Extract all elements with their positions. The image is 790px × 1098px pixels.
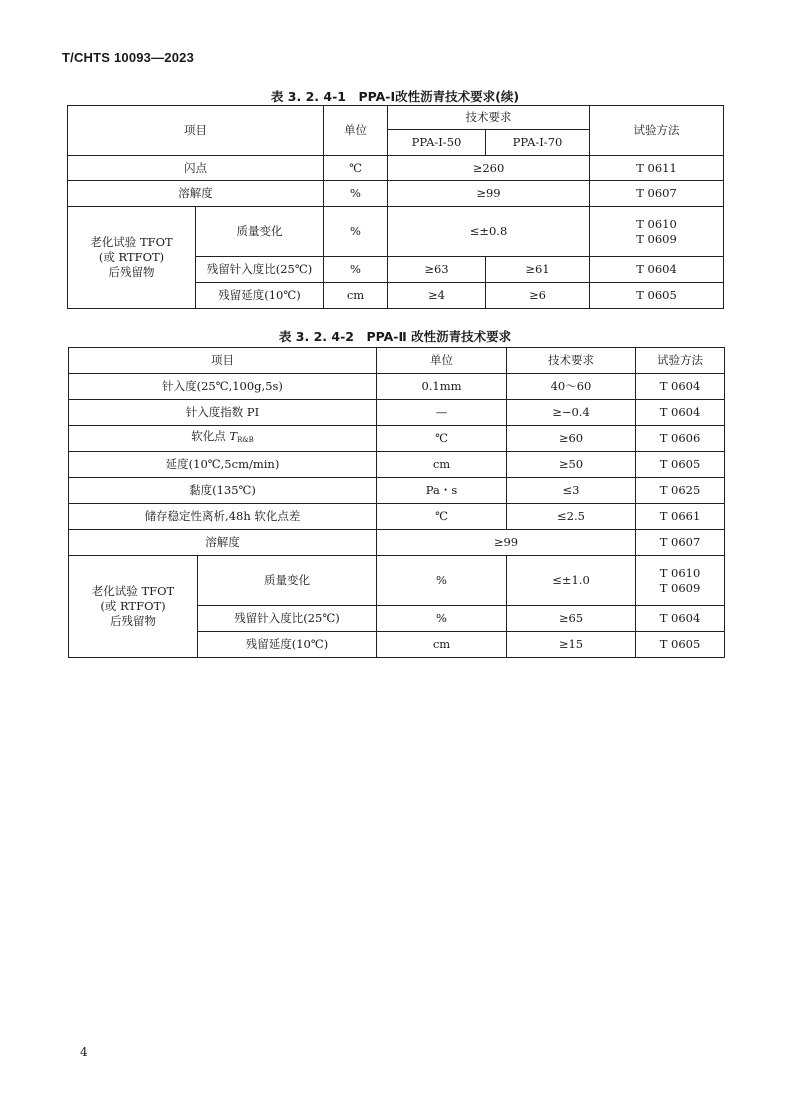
t2-method: T 0605 bbox=[636, 452, 725, 478]
t2-duct-item: 残留延度(10℃) bbox=[198, 632, 377, 658]
t2-mass-req: ≤±1.0 bbox=[507, 556, 636, 606]
table-row bbox=[69, 530, 725, 556]
t1-mass-unit: % bbox=[324, 207, 388, 257]
t1-duct-req2: ≥6 bbox=[486, 283, 590, 309]
t1-flash-item: 闪点 bbox=[68, 156, 324, 181]
table-ppa2-requirements bbox=[68, 347, 725, 658]
t1-head-tech: 技术要求 bbox=[388, 106, 590, 130]
page-number: 4 bbox=[80, 1045, 88, 1059]
t2-duct-unit: cm bbox=[377, 632, 507, 658]
t1-penratio-item: 残留针入度比(25℃) bbox=[196, 257, 324, 283]
t1-penratio-req1: ≥63 bbox=[388, 257, 486, 283]
t1-head-method: 试验方法 bbox=[590, 106, 724, 156]
t2-item: 针入度指数 PI bbox=[69, 400, 377, 426]
t2-req: ≤2.5 bbox=[507, 504, 636, 530]
t1-flash-req: ≥260 bbox=[388, 156, 590, 181]
t2-mass-method: T 0610 T 0609 bbox=[636, 556, 725, 606]
t2-penratio-item: 残留针入度比(25℃) bbox=[198, 606, 377, 632]
t1-mass-req: ≤±0.8 bbox=[388, 207, 590, 257]
t1-sol-req: ≥99 bbox=[388, 181, 590, 207]
t1-penratio-method: T 0604 bbox=[590, 257, 724, 283]
t1-head-unit: 单位 bbox=[324, 106, 388, 156]
t1-duct-req1: ≥4 bbox=[388, 283, 486, 309]
t2-duct-req: ≥15 bbox=[507, 632, 636, 658]
t2-sol-req: ≥99 bbox=[377, 530, 636, 556]
t2-unit: 0.1mm bbox=[377, 374, 507, 400]
t2-unit: ℃ bbox=[377, 426, 507, 452]
table1-caption: 表 3. 2. 4-1 PPA-Ⅰ改性沥青技术要求(续) bbox=[270, 89, 520, 104]
t2-sol-method: T 0607 bbox=[636, 530, 725, 556]
t2-head-tech: 技术要求 bbox=[507, 348, 636, 374]
t1-mass-item: 质量变化 bbox=[196, 207, 324, 257]
table2-caption: 表 3. 2. 4-2 PPA-Ⅱ 改性沥青技术要求 bbox=[278, 329, 512, 344]
t1-penratio-unit: % bbox=[324, 257, 388, 283]
table-row bbox=[69, 556, 725, 606]
t2-req: ≥60 bbox=[507, 426, 636, 452]
table-row bbox=[68, 156, 724, 181]
t1-penratio-req2: ≥61 bbox=[486, 257, 590, 283]
t2-head-method: 试验方法 bbox=[636, 348, 725, 374]
t2-item-softening: 软化点 $T_{R\&B}$ bbox=[69, 426, 377, 452]
t2-sol-item: 溶解度 bbox=[69, 530, 377, 556]
document-code: T/CHTS 10093—2023 bbox=[62, 50, 195, 65]
t2-unit: cm bbox=[377, 452, 507, 478]
t2-req: 40～60 bbox=[507, 374, 636, 400]
t2-penratio-unit: % bbox=[377, 606, 507, 632]
t1-mass-method: T 0610 T 0609 bbox=[590, 207, 724, 257]
table-row bbox=[69, 478, 725, 504]
t2-head-item: 项目 bbox=[69, 348, 377, 374]
t1-sol-method: T 0607 bbox=[590, 181, 724, 207]
table-row bbox=[69, 504, 725, 530]
t2-method: T 0606 bbox=[636, 426, 725, 452]
t2-penratio-method: T 0604 bbox=[636, 606, 725, 632]
t2-item: 针入度(25℃,100g,5s) bbox=[69, 374, 377, 400]
t2-method: T 0661 bbox=[636, 504, 725, 530]
table-row bbox=[68, 181, 724, 207]
t2-req: ≥50 bbox=[507, 452, 636, 478]
t2-mass-unit: % bbox=[377, 556, 507, 606]
t2-item: 黏度(135℃) bbox=[69, 478, 377, 504]
t2-method: T 0625 bbox=[636, 478, 725, 504]
table-ppa1-requirements bbox=[67, 105, 724, 309]
t1-flash-unit: ℃ bbox=[324, 156, 388, 181]
table-row bbox=[69, 426, 725, 452]
t2-method: T 0604 bbox=[636, 374, 725, 400]
t2-item: 延度(10℃,5cm/min) bbox=[69, 452, 377, 478]
t2-duct-method: T 0605 bbox=[636, 632, 725, 658]
t2-head-unit: 单位 bbox=[377, 348, 507, 374]
t1-aging-group: 老化试验 TFOT (或 RTFOT) 后残留物 bbox=[68, 207, 196, 309]
table-row bbox=[69, 452, 725, 478]
t2-unit: ℃ bbox=[377, 504, 507, 530]
t1-head-item: 项目 bbox=[68, 106, 324, 156]
table-row bbox=[69, 374, 725, 400]
table-row bbox=[68, 207, 724, 257]
t2-unit: Pa・s bbox=[377, 478, 507, 504]
t2-req: ≥−0.4 bbox=[507, 400, 636, 426]
t2-aging-group: 老化试验 TFOT (或 RTFOT) 后残留物 bbox=[69, 556, 198, 658]
t2-req: ≤3 bbox=[507, 478, 636, 504]
t1-head-sub1: PPA-Ⅰ-50 bbox=[388, 130, 486, 156]
t1-duct-item: 残留延度(10℃) bbox=[196, 283, 324, 309]
t1-duct-method: T 0605 bbox=[590, 283, 724, 309]
table-row bbox=[69, 400, 725, 426]
t2-mass-item: 质量变化 bbox=[198, 556, 377, 606]
t1-flash-method: T 0611 bbox=[590, 156, 724, 181]
t1-head-sub2: PPA-Ⅰ-70 bbox=[486, 130, 590, 156]
t1-duct-unit: cm bbox=[324, 283, 388, 309]
t2-item: 储存稳定性离析,48h 软化点差 bbox=[69, 504, 377, 530]
t2-method: T 0604 bbox=[636, 400, 725, 426]
t1-sol-unit: % bbox=[324, 181, 388, 207]
t2-penratio-req: ≥65 bbox=[507, 606, 636, 632]
t1-sol-item: 溶解度 bbox=[68, 181, 324, 207]
t2-unit: — bbox=[377, 400, 507, 426]
